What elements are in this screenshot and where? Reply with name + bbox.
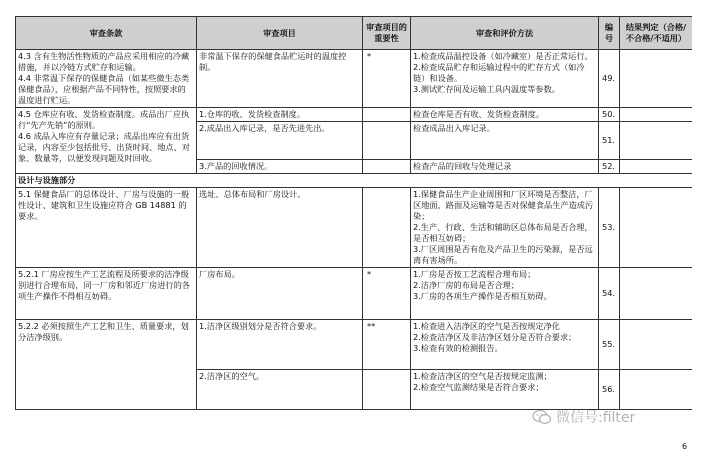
table-row bbox=[16, 50, 693, 108]
section-row bbox=[16, 174, 693, 188]
item-cell: 选址、总体布局和厂房设计。 bbox=[197, 188, 363, 268]
table-row bbox=[16, 320, 693, 370]
clause-cell: 5.1 保健食品厂的总体设计、厂房与设施的一般性设计、建筑和卫生设施应符合 GB 14881 的要求。 bbox=[16, 188, 197, 268]
method-cell: 1.保健食品生产企业周围和厂区环境是否整洁，厂区地面，路面及运输等是否对保健食品生产造成污染； 2.生产、行政、生活和辅助区总体布局是否合理，是否相互妨碍； 3.厂区周围是否有危及产品卫生的污染源，是否远离有害场所。 bbox=[411, 188, 599, 268]
importance-cell: ** bbox=[363, 320, 411, 370]
table-row bbox=[16, 188, 693, 268]
number-cell: 56. bbox=[599, 370, 620, 410]
item-cell: 非常温下保存的保健食品贮运时的温度控制。 bbox=[197, 50, 363, 108]
header-method: 审查和评价方法 bbox=[411, 17, 599, 50]
clause-cell: 5.2.2 必须按照生产工艺和卫生、质量要求，划分洁净级别。 bbox=[16, 320, 197, 410]
clause-cell: 5.2.1 厂房应按生产工艺流程及所要求的洁净级别进行合理布局，同一厂房和邻近厂房进行的各项生产操作不得相互妨碍。 bbox=[16, 268, 197, 320]
method-cell: 1.厂房是否按工艺流程合理布局； 2.洁净厂房的布局是否合理； 3.厂房的各项生产操作是否相互妨碍。 bbox=[411, 268, 599, 320]
clause-cell: 4.5 仓库应有收、发货检查制度。成品出厂应执行“先产先销”的原则。 4.6 成品入库应有存量记录；成品出库应有出货记录，内容至少包括批号、出货时间、地点、对象、数量等，以便发现问题及时回收。 bbox=[16, 108, 197, 174]
section-title: 设计与设施部分 bbox=[16, 174, 693, 188]
item-cell: 2.成品出入库记录，是否先进先出。 bbox=[197, 122, 363, 160]
item-cell: 厂房布局。 bbox=[197, 268, 363, 320]
table-row bbox=[16, 268, 693, 320]
result-cell bbox=[620, 370, 693, 410]
number-cell: 49. bbox=[599, 50, 620, 108]
method-cell: 检查产品的回收与处理记录 bbox=[411, 160, 599, 174]
number-cell: 54. bbox=[599, 268, 620, 320]
header-item: 审查项目 bbox=[197, 17, 363, 50]
item-cell: 2.洁净区的空气。 bbox=[197, 370, 363, 410]
importance-cell bbox=[363, 108, 411, 122]
item-cell: 3.产品的回收情况。 bbox=[197, 160, 363, 174]
watermark-text: 微信号:filter bbox=[556, 410, 636, 426]
result-cell bbox=[620, 108, 693, 122]
importance-cell: * bbox=[363, 50, 411, 108]
number-cell: 52. bbox=[599, 160, 620, 174]
result-cell bbox=[620, 188, 693, 268]
header-result: 结果判定（合格/不合格/不适用） bbox=[620, 17, 693, 50]
clause-cell: 4.3 含有生物活性物质的产品应采用相应的冷藏措施，并以冷链方式贮存和运输。 4.4 非常温下保存的保健食品（如某些微生态类保健食品），应根据产品不同特性，按照要求的温度进行贮运。 bbox=[16, 50, 197, 108]
importance-cell: * bbox=[363, 268, 411, 320]
header-clause: 审查条款 bbox=[16, 17, 197, 50]
result-cell bbox=[620, 268, 693, 320]
method-cell: 1.检查成品温控设备（如冷藏室）是否正常运行。 2.检查成品贮存和运输过程中的贮存方式（如冷链）和设备。 3.测试贮存间及运输工具内温度等参数。 bbox=[411, 50, 599, 108]
method-cell: 检查成品出入库记录。 bbox=[411, 122, 599, 160]
number-cell: 51. bbox=[599, 122, 620, 160]
header-number: 编号 bbox=[599, 17, 620, 50]
result-cell bbox=[620, 320, 693, 370]
method-cell: 1.检查进入洁净区的空气是否按规定净化 2.检查洁净区及非洁净区划分是否符合要求； 3.检查有效的检测报告。 bbox=[411, 320, 599, 370]
number-cell: 55. bbox=[599, 320, 620, 370]
table-row bbox=[16, 108, 693, 122]
item-cell: 1.仓库的收、发货检查制度。 bbox=[197, 108, 363, 122]
result-cell bbox=[620, 122, 693, 160]
importance-cell bbox=[363, 188, 411, 268]
importance-cell bbox=[363, 122, 411, 160]
document-page bbox=[15, 16, 692, 441]
number-cell: 53. bbox=[599, 188, 620, 268]
method-cell: 检查仓库是否有收、发货检查制度。 bbox=[411, 108, 599, 122]
wechat-icon bbox=[532, 410, 552, 424]
importance-cell bbox=[363, 160, 411, 174]
page-number: 6 bbox=[682, 442, 688, 451]
item-cell: 1.洁净区级别划分是否符合要求。 bbox=[197, 320, 363, 370]
result-cell bbox=[620, 50, 693, 108]
wechat-watermark bbox=[532, 407, 635, 427]
method-cell: 1.检查洁净区的空气是否按规定监测； 2.检查空气监测结果是否符合要求； bbox=[411, 370, 599, 410]
result-cell bbox=[620, 160, 693, 174]
importance-cell bbox=[363, 370, 411, 410]
header-row bbox=[16, 17, 693, 50]
number-cell: 50. bbox=[599, 108, 620, 122]
review-table bbox=[15, 16, 692, 410]
header-importance: 审查项目的重要性 bbox=[363, 17, 411, 50]
